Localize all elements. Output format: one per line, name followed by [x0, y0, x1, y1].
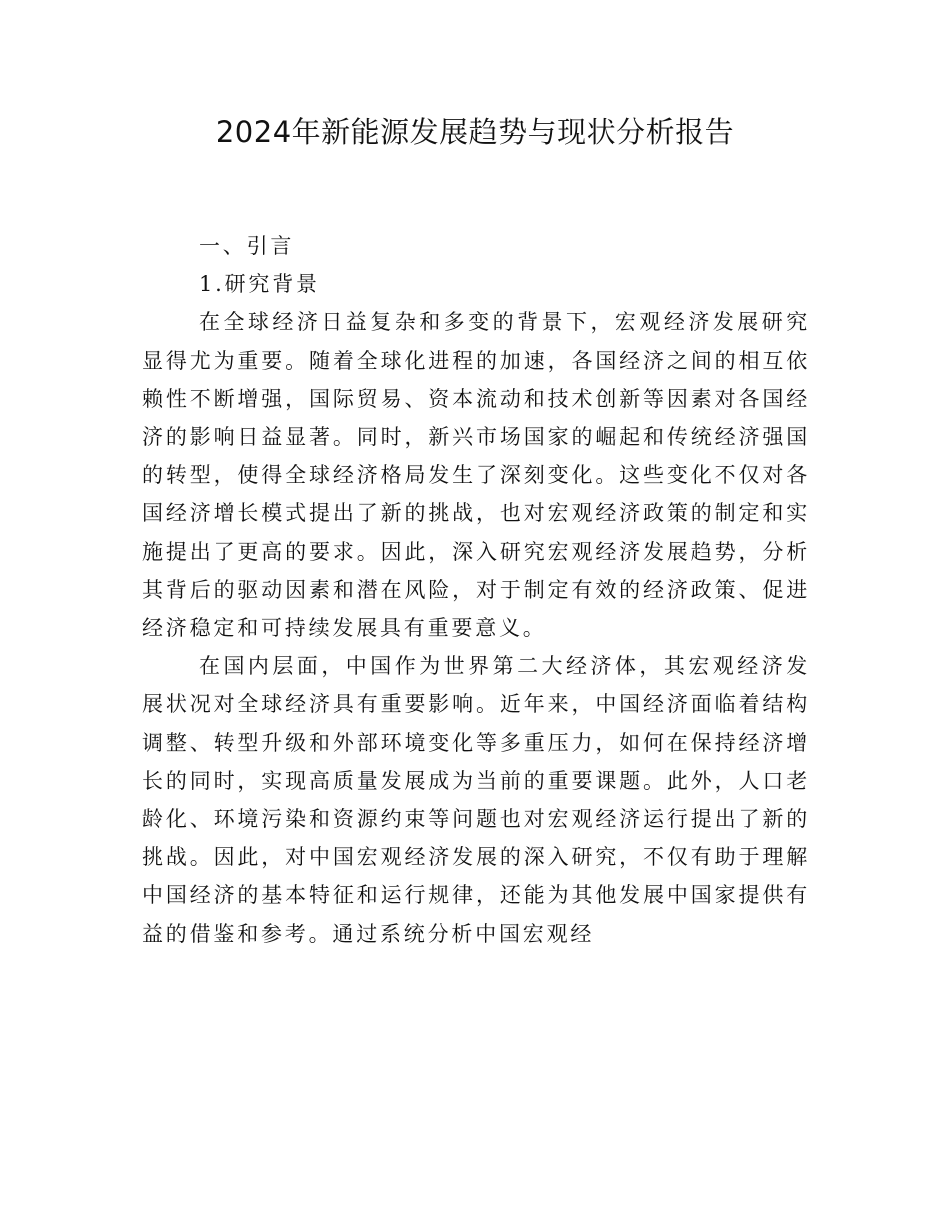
subsection-heading: 1.研究背景 — [199, 272, 320, 297]
body-paragraph: 在全球经济日益复杂和多变的背景下，宏观经济发展研究显得尤为重要。随着全球化进程的加速，各国经济之间的相互依赖性不断增强，国际贸易、资本流动和技术创新等因素对各国经济的影响日益显著。同时，新兴市场国家的崛起和传统经济强国的转型，使得全球经济格局发生了深刻变化。这些变化不仅对各国经济增长模式提出了新的挑战，也对宏观经济政策的制定和实施提出了更高的要求。因此，深入研究宏观经济发展趋势，分析其背后的驱动因素和潜在风险，对于制定有效的经济政策、促进经济稳定和可持续发展具有重要意义。 — [142, 310, 810, 641]
section-heading: 一、引言 — [199, 234, 295, 258]
document-title: 2024年新能源发展趋势与现状分析报告 — [215, 115, 735, 149]
document-body — [142, 227, 810, 953]
body-paragraph: 在国内层面，中国作为世界第二大经济体，其宏观经济发展状况对全球经济具有重要影响。近年来，中国经济面临着结构调整、转型升级和外部环境变化等多重压力，如何在保持经济增长的同时，实现高质量发展成为当前的重要课题。此外，人口老龄化、环境污染和资源约束等问题也对宏观经济运行提出了新的挑战。因此，对中国宏观经济发展的深入研究，不仅有助于理解中国经济的基本特征和运行规律，还能为其他发展中国家提供有益的借鉴和参考。通过系统分析中国宏观经 — [142, 654, 810, 946]
